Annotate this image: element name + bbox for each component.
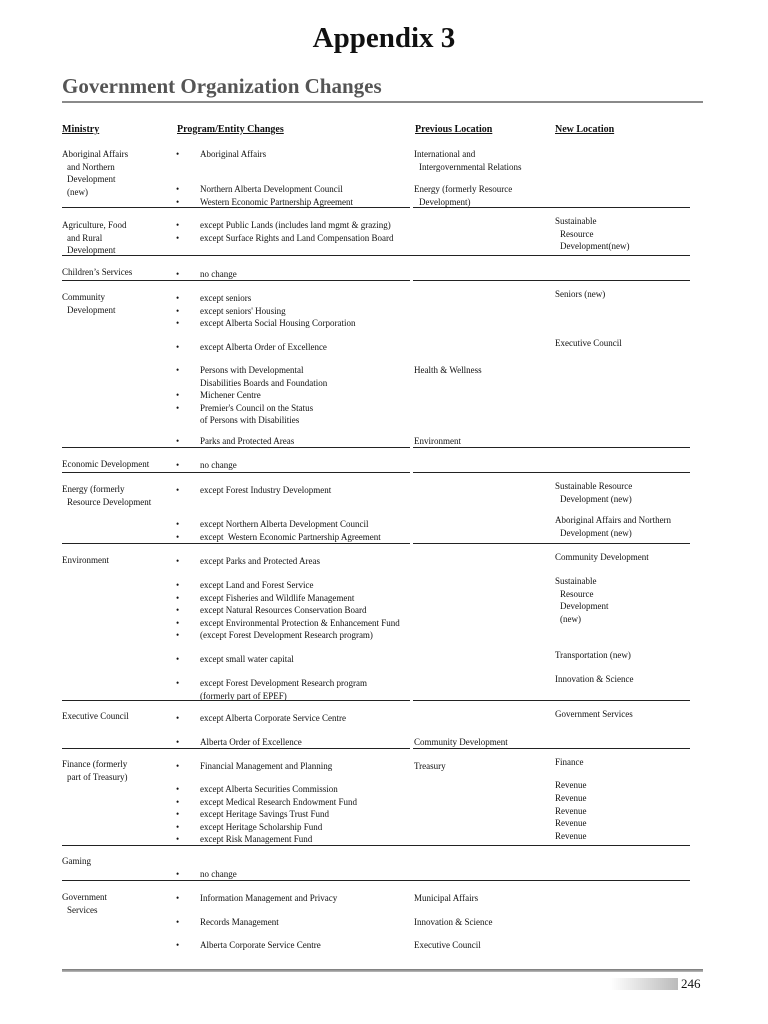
new-location: Government Services (555, 709, 633, 719)
program-entity-item: except Public Lands (includes land mgmt & grazing) (200, 220, 391, 230)
ministry-name-line: Resource Development (67, 496, 152, 507)
program-entity-item: Alberta Corporate Service Centre (200, 940, 321, 950)
section-heading: Government Organization Changes (62, 74, 382, 98)
row-divider (413, 543, 690, 544)
program-entity-item: except Heritage Savings Trust Fund (200, 809, 329, 819)
ministry-name-line: Aboriginal Affairs (62, 149, 129, 159)
bullet-icon: • (176, 654, 180, 664)
page-title: Appendix 3 (312, 22, 456, 54)
new-location: Revenue (555, 792, 587, 803)
new-location: Transportation (new) (555, 650, 631, 660)
previous-location: Intergovernmental Relations (419, 161, 522, 172)
previous-location: Innovation & Science (414, 917, 493, 927)
new-location: Sustainable (555, 216, 597, 226)
bullet-icon: • (176, 402, 180, 413)
footer-rule (62, 969, 703, 972)
program-entity-item: Premier's Council on the Status of Persons with Disabilities (200, 402, 314, 425)
new-location: Innovation & Science (555, 674, 634, 684)
previous-location: Community Development (414, 737, 508, 747)
new-location: Development (560, 601, 609, 611)
previous-location: Development) (419, 196, 471, 207)
bullet-icon: • (176, 149, 180, 159)
new-location: Revenue (555, 805, 587, 816)
row-divider (413, 447, 690, 448)
bullet-icon: • (176, 293, 180, 303)
bullet-icon: • (176, 390, 180, 400)
ministry-name-line: Agriculture, Food (62, 220, 127, 230)
bullet-icon: • (176, 809, 180, 819)
new-location: Seniors (new) (555, 289, 606, 299)
bullet-icon: • (176, 678, 180, 688)
ministry-name-line: Executive Council (62, 711, 129, 721)
ministry-name-line: Energy (formerly (62, 484, 125, 494)
row-divider (413, 207, 690, 208)
column-header-program: Program/Entity Changes (177, 124, 284, 135)
previous-location: International and (414, 149, 476, 159)
new-location: Aboriginal Affairs and Northern (555, 515, 672, 525)
previous-location: Health & Wellness (414, 365, 482, 375)
new-location: Resource (560, 588, 594, 599)
program-entity-item: Persons with Developmental Disabilities Boards and Foundation (200, 365, 328, 388)
row-divider (62, 280, 410, 281)
bullet-icon: • (176, 917, 180, 927)
previous-location: Executive Council (414, 940, 481, 950)
bullet-icon: • (176, 869, 180, 879)
row-divider (62, 472, 410, 473)
ministry-name-line: and Rural (67, 232, 103, 243)
ministry-name-line: Development (67, 174, 116, 184)
program-entity-item: except Forest Development Research program (formerly part of EPEF) (200, 678, 367, 701)
bullet-icon: • (176, 196, 180, 207)
program-entity-item: Michener Centre (200, 390, 261, 400)
bullet-icon: • (176, 305, 180, 316)
previous-location: Municipal Affairs (414, 893, 479, 903)
ministry-name-line: Finance (formerly (62, 759, 128, 769)
program-entity-item: except seniors' Housing (200, 305, 286, 316)
ministry-name-line: Development (67, 245, 116, 255)
ministry-name-line: Government (62, 892, 107, 902)
new-location: Finance (555, 757, 584, 767)
heading-rule (62, 101, 703, 103)
new-location: Sustainable Resource (555, 481, 633, 491)
bullet-icon: • (176, 592, 180, 603)
row-divider (62, 880, 690, 881)
program-entity-item: except Forest Industry Development (200, 485, 332, 495)
program-entity-item: no change (200, 869, 237, 879)
bullet-icon: • (176, 232, 180, 243)
program-entity-item: Financial Management and Planning (200, 761, 333, 771)
program-entity-item: no change (200, 460, 237, 470)
row-divider (413, 472, 690, 473)
bullet-icon: • (176, 605, 180, 615)
bullet-icon: • (176, 893, 180, 903)
program-entity-item: Western Economic Partnership Agreement (200, 196, 353, 207)
bullet-icon: • (176, 617, 180, 628)
bullet-icon: • (176, 556, 180, 566)
bullet-icon: • (176, 940, 180, 950)
bullet-icon: • (176, 796, 180, 807)
program-entity-item: except Alberta Social Housing Corporation (200, 318, 356, 328)
column-header-previous-location: Previous Location (415, 124, 493, 135)
bullet-icon: • (176, 460, 180, 470)
new-location: Development (new) (560, 527, 632, 538)
ministry-name-line: Services (67, 904, 98, 915)
program-entity-item: except Western Economic Partnership Agreement (200, 531, 381, 542)
row-divider (413, 748, 690, 749)
new-location: Resource (560, 228, 594, 239)
new-location: Development(new) (560, 241, 630, 251)
bullet-icon: • (176, 485, 180, 495)
bullet-icon: • (176, 519, 180, 529)
ministry-name-line: Environment (62, 555, 109, 565)
previous-location: Treasury (414, 761, 446, 771)
program-entity-item: Aboriginal Affairs (200, 149, 267, 159)
program-entity-item: except Land and Forest Service (200, 580, 314, 590)
program-entity-item: no change (200, 269, 237, 279)
program-entity-item: Alberta Order of Excellence (200, 737, 302, 747)
row-divider (62, 845, 690, 846)
program-entity-item: except Natural Resources Conservation Board (200, 605, 367, 615)
bullet-icon: • (176, 531, 180, 542)
new-location: Executive Council (555, 338, 622, 348)
program-entity-item: except Alberta Securities Commission (200, 784, 338, 794)
ministry-name-line: and Northern (67, 161, 115, 172)
bullet-icon: • (176, 436, 180, 446)
row-divider (413, 280, 690, 281)
row-divider (62, 700, 410, 701)
program-entity-item: Information Management and Privacy (200, 893, 338, 903)
program-entity-item: Parks and Protected Areas (200, 436, 295, 446)
bullet-icon: • (176, 318, 180, 328)
bullet-icon: • (176, 834, 180, 844)
new-location: Revenue (555, 831, 587, 842)
bullet-icon: • (176, 580, 180, 590)
ministry-name-line: Children’s Services (62, 267, 133, 277)
program-entity-item: except Alberta Corporate Service Centre (200, 713, 346, 723)
program-entity-item: except seniors (200, 293, 252, 303)
bullet-icon: • (176, 269, 180, 279)
program-entity-item: except Alberta Order of Excellence (200, 342, 327, 352)
bullet-icon: • (176, 365, 180, 375)
program-entity-item: Northern Alberta Development Council (200, 184, 343, 194)
ministry-name-line: part of Treasury) (67, 771, 128, 782)
program-entity-item: except small water capital (200, 654, 294, 664)
program-entity-item: except Fisheries and Wildlife Management (200, 592, 355, 603)
previous-location: Environment (414, 436, 461, 446)
column-header-new-location: New Location (555, 124, 615, 135)
row-divider (62, 543, 410, 544)
page-number-bar (610, 978, 678, 990)
previous-location: Energy (formerly Resource (414, 184, 513, 194)
program-entity-item: Records Management (200, 917, 279, 927)
bullet-icon: • (176, 737, 180, 747)
ministry-name-line: Community (62, 292, 106, 302)
row-divider (62, 255, 690, 256)
column-header-ministry: Ministry (62, 124, 100, 135)
ministry-name-line: (new) (67, 186, 88, 197)
new-location: (new) (560, 613, 581, 624)
bullet-icon: • (176, 220, 180, 230)
bullet-icon: • (176, 630, 180, 640)
new-location: Community Development (555, 552, 649, 562)
new-location: Sustainable (555, 576, 597, 586)
bullet-icon: • (176, 342, 180, 352)
program-entity-item: except Northern Alberta Development Council (200, 519, 369, 529)
row-divider (413, 700, 690, 701)
ministry-name-line: Gaming (62, 856, 91, 866)
ministry-name-line: Development (67, 304, 116, 315)
new-location: Revenue (555, 818, 587, 829)
program-entity-item: except Medical Research Endowment Fund (200, 796, 357, 807)
bullet-icon: • (176, 761, 180, 771)
bullet-icon: • (176, 184, 180, 194)
new-location: Revenue (555, 780, 587, 790)
program-entity-item: except Heritage Scholarship Fund (200, 821, 323, 832)
program-entity-item: (except Forest Development Research program) (200, 630, 373, 640)
row-divider (62, 207, 410, 208)
row-divider (62, 447, 410, 448)
page-number: 246 (681, 976, 701, 991)
new-location: Development (new) (560, 493, 632, 504)
bullet-icon: • (176, 821, 180, 832)
program-entity-item: except Surface Rights and Land Compensation Board (200, 232, 394, 243)
bullet-icon: • (176, 713, 180, 723)
ministry-name-line: Economic Development (62, 459, 150, 469)
program-entity-item: except Parks and Protected Areas (200, 556, 320, 566)
program-entity-item: except Environmental Protection & Enhancement Fund (200, 617, 400, 628)
bullet-icon: • (176, 784, 180, 794)
row-divider (62, 748, 410, 749)
program-entity-item: except Risk Management Fund (200, 834, 313, 844)
